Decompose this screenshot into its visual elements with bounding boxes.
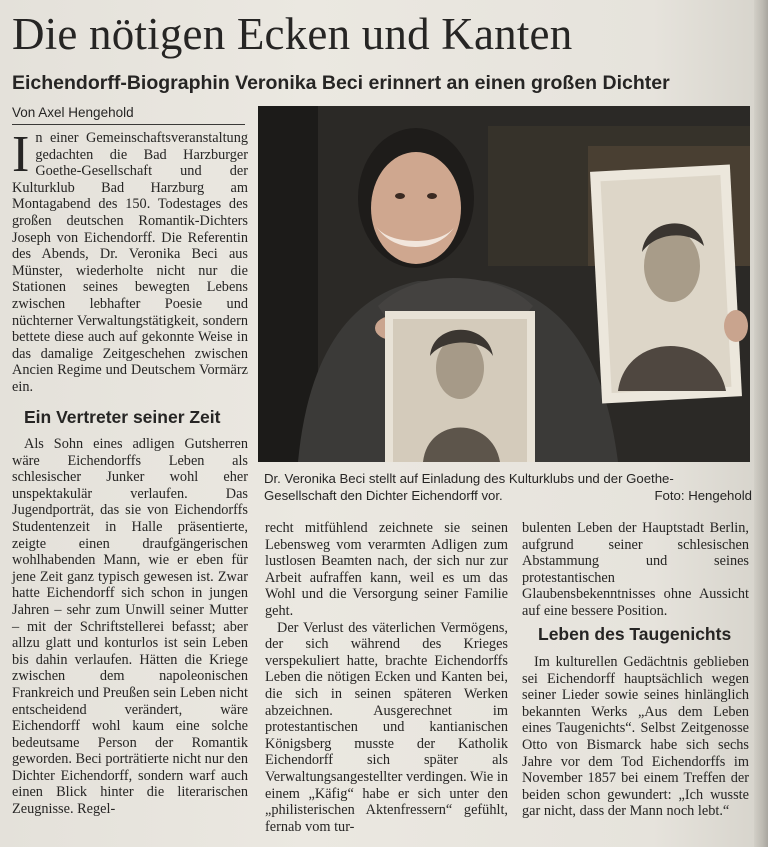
article-headline: Die nötigen Ecken und Kanten bbox=[12, 9, 573, 59]
byline: Von Axel Hengehold bbox=[12, 105, 134, 120]
column-3-body-bottom bbox=[522, 654, 749, 820]
lead-text: n einer Gemeinschaftsveranstaltung gedachten die Bad Harzburger Goethe-Gesellschaft und der Kulturklub Bad Harzburg am Montagabend des 150. Todestages des großen deutschen Romantik-Dichters Joseph von Eichendorff. Die Referentin des Abends, Dr. Veronika Beci aus Münster, wiederholte nicht nur die Stationen seines bewegten Lebens zwischen lebhafter Poesie und nüchterner Verwaltungstätigkeit, sondern bettete diese auch auf gekonnte Weise in das damalige Zeitgeschehen zwischen Ancien Regime und Deutschem Vormärz ein. bbox=[12, 130, 248, 395]
lead-paragraph bbox=[12, 126, 248, 396]
drop-cap: I bbox=[12, 126, 30, 183]
article-photo bbox=[258, 106, 750, 462]
photo-illustration bbox=[258, 106, 750, 462]
photo-caption bbox=[264, 470, 752, 504]
body-paragraph: Im kulturellen Gedächtnis geblieben sei Eichendorff hauptsächlich wegen seiner Lieder sowie seines hinlänglich bekannten Werks „Aus dem Leben eines Taugenichts“. Selbst Zeitgenosse Otto von Bismarck habe sich sechs Jahre vor dem Tod Eichendorffs im November 1857 bei einem Treffen der beiden schon gewundert: „Ich wusste gar nicht, dass der Mann noch lebt.“ bbox=[522, 654, 749, 820]
byline-rule bbox=[12, 124, 245, 125]
column-2-body bbox=[265, 520, 508, 835]
caption-text: Gesellschaft den Dichter Eichendorff vor. bbox=[264, 488, 503, 503]
body-paragraph: recht mitfühlend zeichnete sie seinen Lebensweg vom verarmten Adligen zum lustlosen Beamten nach, der sich nur zur Arbeit aufraffen kann, weil es um das Wohl und die Versorgung seiner Familie geht. bbox=[265, 520, 508, 619]
column-3-body-top bbox=[522, 520, 749, 620]
body-paragraph: Der Verlust des väterlichen Vermögens, der sich während des Krieges verspekuliert hatte, brachte Eichendorffs Leben die nötigen Ecken und Kanten bei, die sich in seinen späteren Werken abzeichnen. Ausgerechnet im protestantischen und kantianischen Königsberg musste der Katholik Eichendorff sich später als Verwaltungsangestellter verdingen. Wie in einem „Käfig“ habe er sich unter den „philisterischen Aktenfressern“ gefühlt, fernab vom tur- bbox=[265, 619, 508, 835]
section-heading-taugenichts: Leben des Taugenichts bbox=[538, 624, 732, 644]
body-paragraph: bulenten Leben der Hauptstadt Berlin, aufgrund seiner schlesischen Abstammung und seines protestantischen Glaubensbekenntnisses ohne Aussicht auf eine bessere Position. bbox=[522, 520, 749, 619]
caption-line-2 bbox=[264, 487, 752, 504]
photo-credit: Foto: Hengehold bbox=[654, 488, 752, 503]
caption-line-1: Dr. Veronika Beci stellt auf Einladung des Kulturklubs und der Goethe- bbox=[264, 471, 674, 486]
page-edge-shadow bbox=[754, 0, 768, 847]
body-paragraph: Als Sohn eines adligen Gutsherren wäre Eichendorffs Leben als schlesischer Junker wohl eher unspektakulär verlaufen. Das Jugendporträt, das sie von Eichendorffs Studentenzeit in Halle präsentierte, zeigte einen draufgängerischen wohlhabenden Mann, wie er eben für jene Zeit ganz typisch gewesen ist. Zwar hatte Eichendorff sich schon in jungen Jahren – sehr zum Unwill seiner Mutter – mit der Schriftstellerei befasst; aber allzu glatt und konturlos ist sein Leben bis dahin verlaufen. Hätten die Kriege zwischen dem napoleonischen Frankreich und Preußen sein Leben nicht entscheidend verändert, wäre Eichendorff wohl kaum eine solche bedeutsame Person der Romantik geworden. Beci porträtierte nicht nur den Dichter Eichendorff, sondern warf auch einen Blick hinter die literarischen Zeugnisse. Regel- bbox=[12, 436, 248, 818]
section-heading-vertreter: Ein Vertreter seiner Zeit bbox=[24, 407, 221, 427]
column-1-body bbox=[12, 436, 248, 818]
article-subhead: Eichendorff-Biographin Veronika Beci erinnert an einen großen Dichter bbox=[12, 72, 670, 94]
